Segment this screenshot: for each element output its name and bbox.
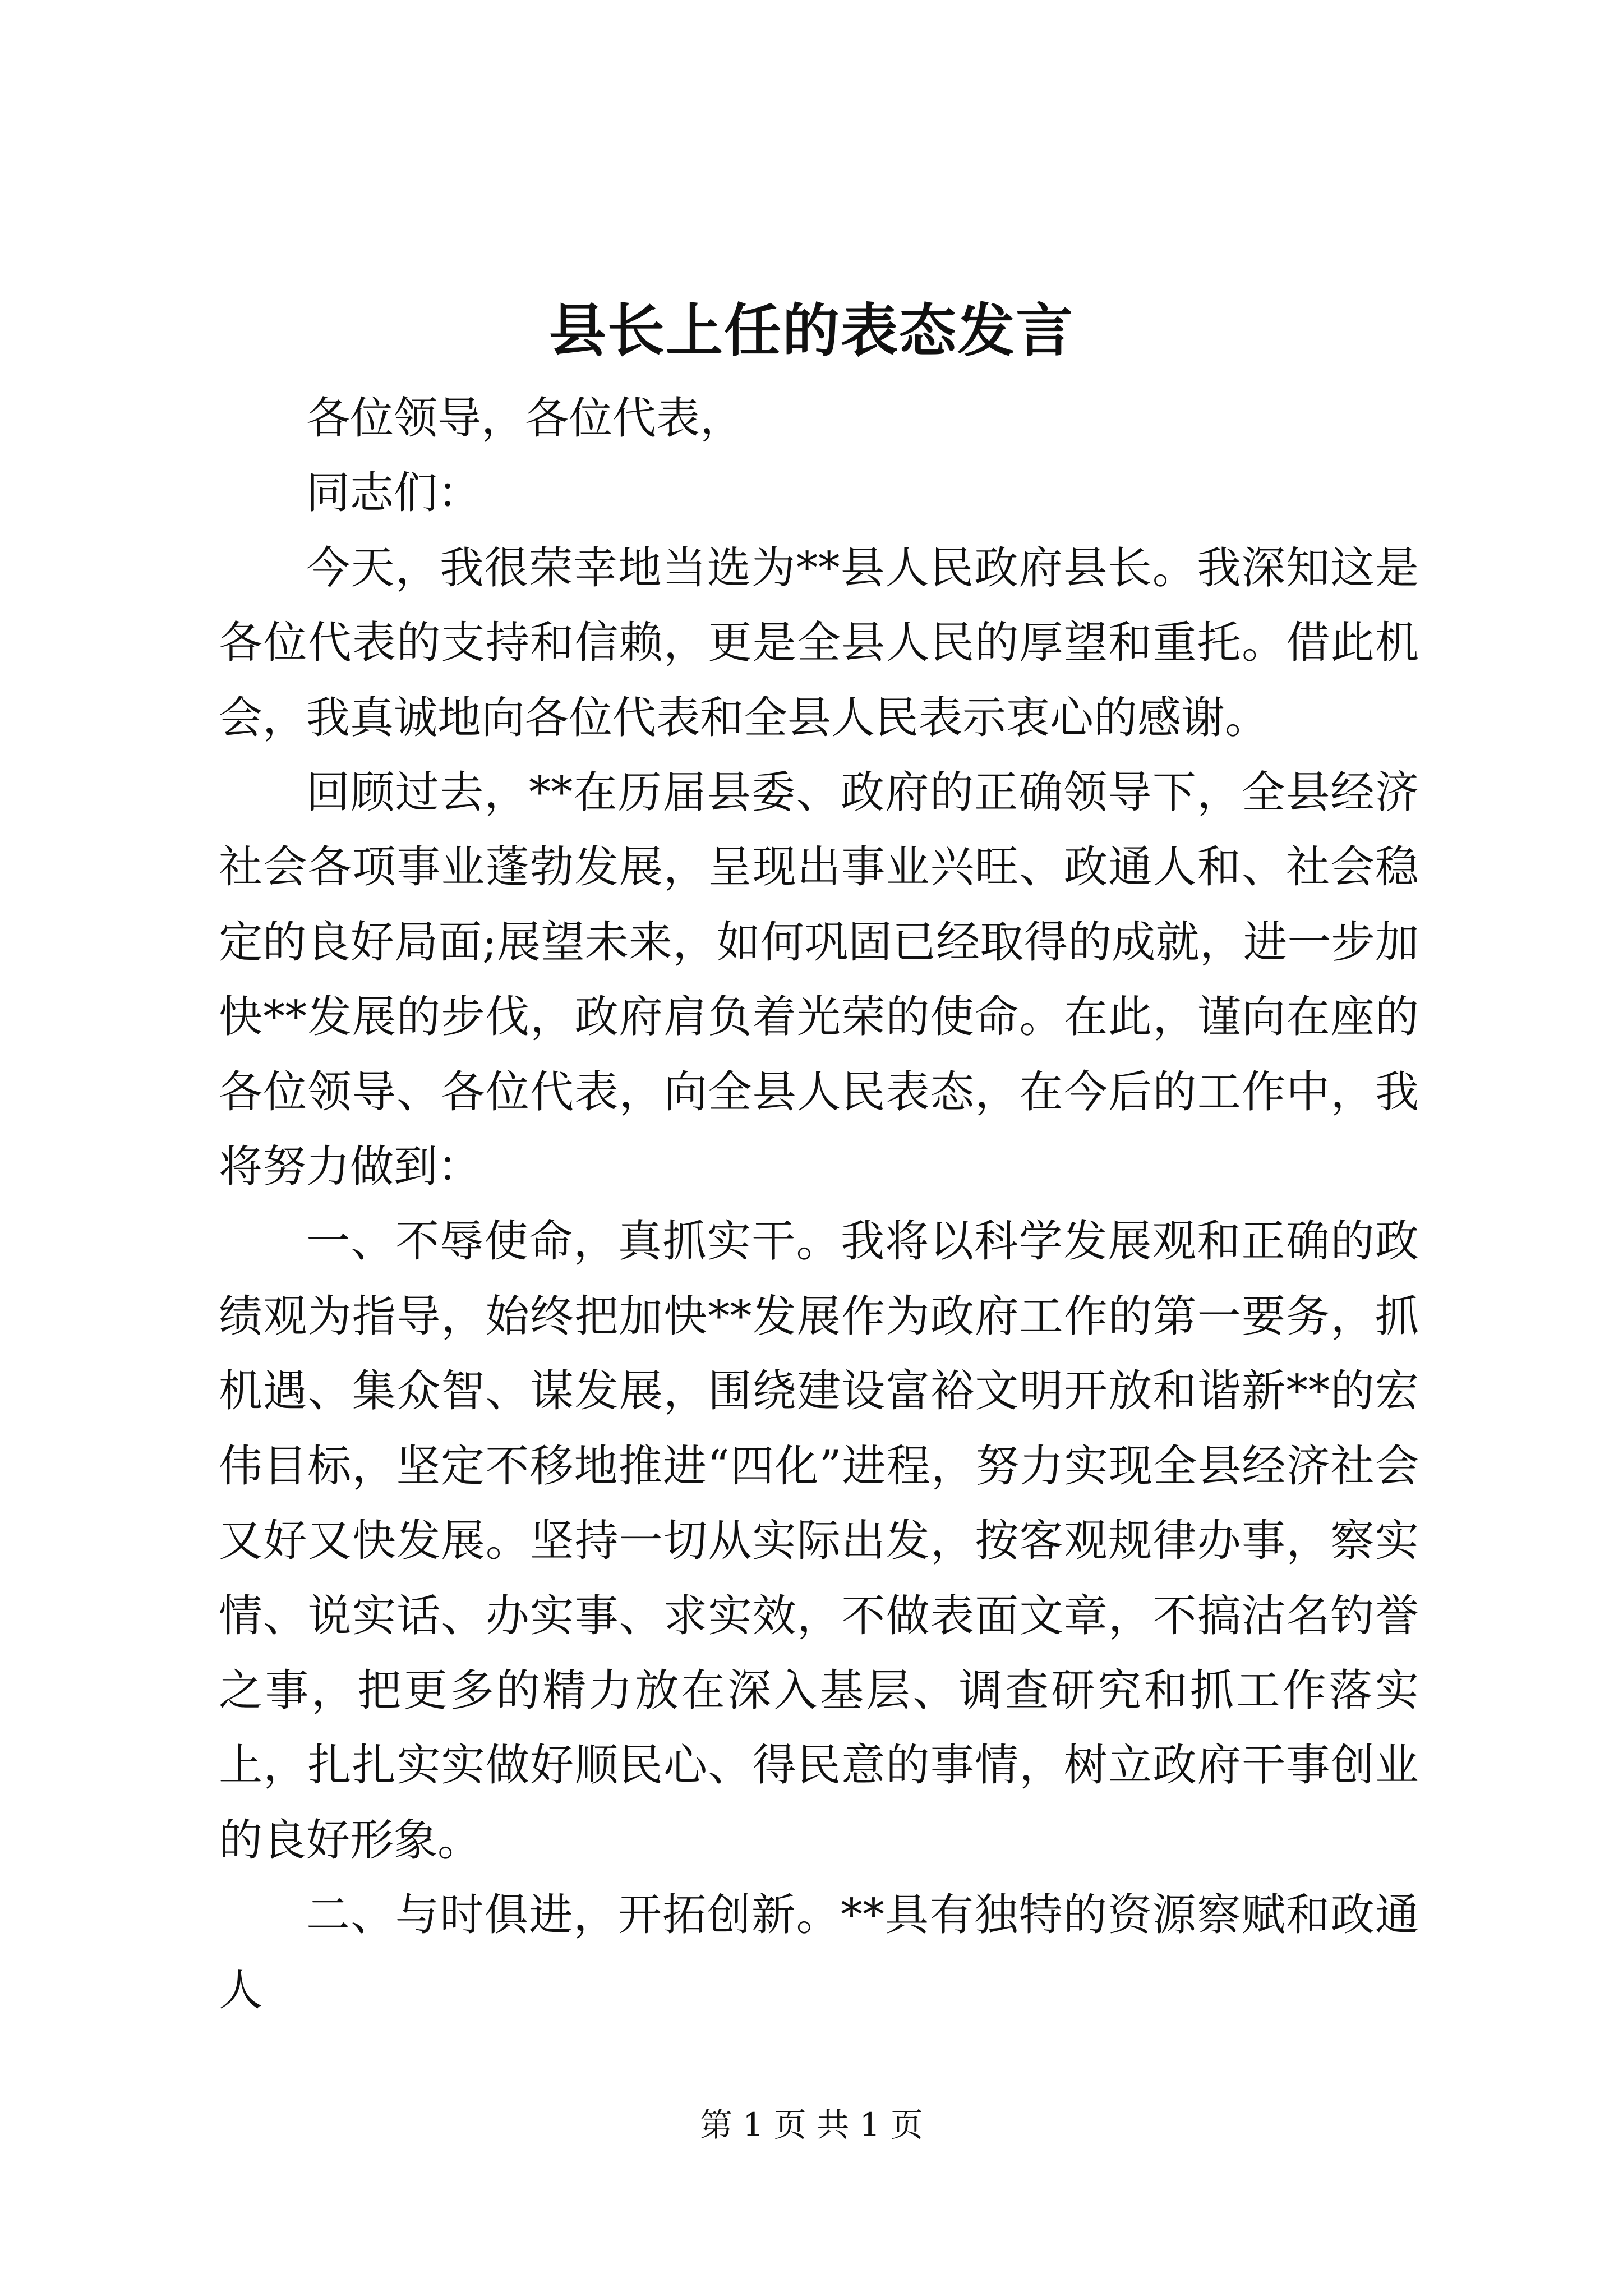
paragraph: 今天，我很荣幸地当选为**县人民政府县长。我深知这是各位代表的支持和信赖，更是全县人民的厚望和重托。借此机会，我真诚地向各位代表和全县人民表示衷心的感谢。 [219, 542, 1419, 743]
salutation-line-2: 同志们： [306, 468, 482, 519]
salutation-line-1: 各位领导，各位代表， [306, 393, 744, 444]
paragraph: 回顾过去，**在历届县委、政府的正确领导下，全县经济社会各项事业蓬勃发展，呈现出事业兴旺、政通人和、社会稳定的良好局面;展望未来，如何巩固已经取得的成就，进一步加快**发展的步伐，政府肩负着光荣的使命。在此，谨向在座的各位领导、各位代表，向全县人民表态，在今后的工作中，我将努力做到： [219, 767, 1419, 1193]
document-body [219, 381, 1419, 2028]
paragraph: 二、与时俱进，开拓创新。**具有独特的资源察赋和政通人 [219, 1890, 1419, 2016]
paragraph: 一、不辱使命，真抓实干。我将以科学发展观和正确的政绩观为指导，始终把加快**发展作为政府工作的第一要务，抓机遇、集众智、谋发展，围绕建设富裕文明开放和谐新**的宏伟目标，坚定不移地推进“四化”进程，努力实现全县经济社会又好又快发展。坚持一切从实际出发，按客观规律办事，察实情、说实话、办实事、求实效，不做表面文章，不搞沽名钓誉之事，把更多的精力放在深入基层、调查研究和抓工作落实上，扎扎实实做好顺民心、得民意的事情，树立政府干事创业的良好形象。 [219, 1216, 1419, 1866]
page-footer: 第 1 页 共 1 页 [700, 2106, 923, 2144]
document-title: 县长上任的表态发言 [549, 297, 1074, 365]
